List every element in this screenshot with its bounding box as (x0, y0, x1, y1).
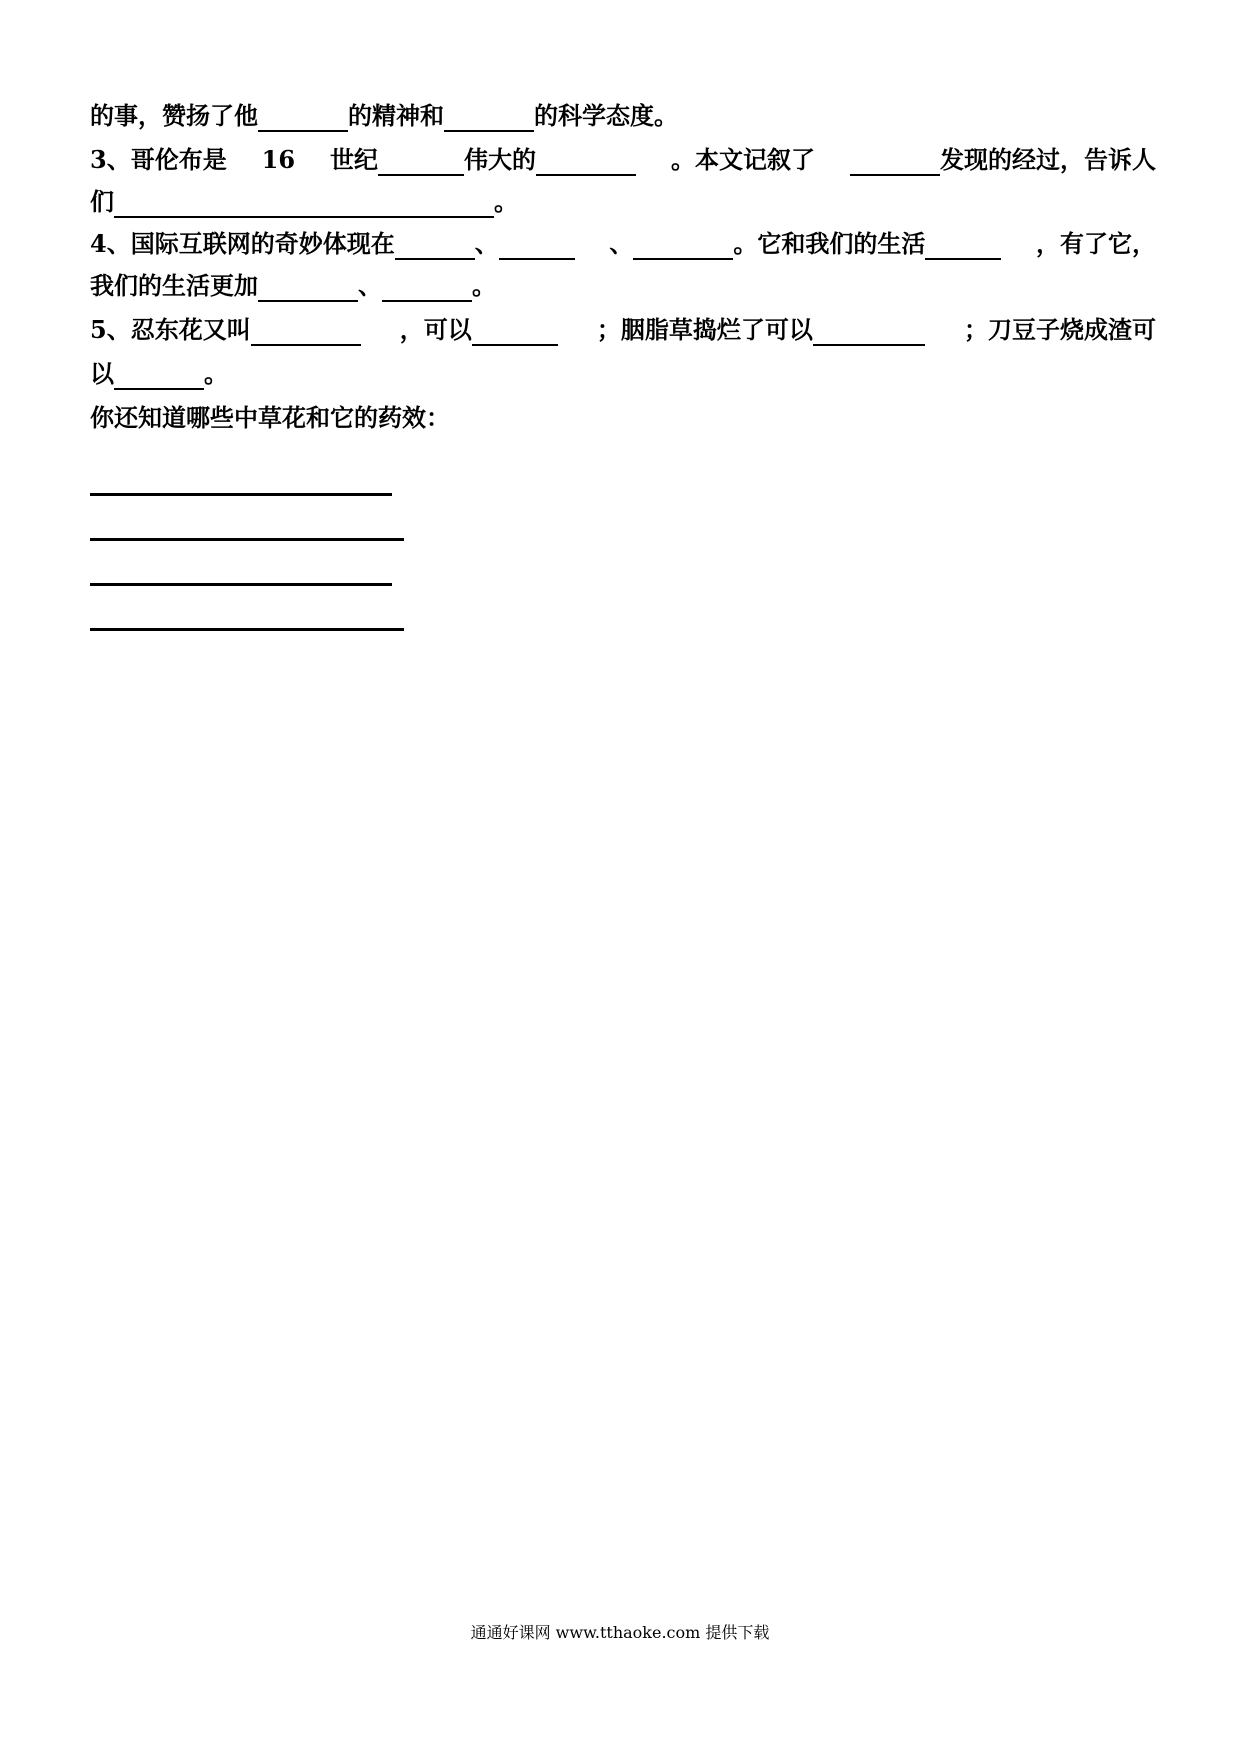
answer-writing-line[interactable] (90, 493, 392, 496)
answer-blank[interactable] (536, 148, 636, 176)
answer-writing-line[interactable] (90, 538, 404, 541)
line-continuation (90, 100, 1156, 132)
footer-text: 通通好课网 www.tthaoke.com 提供下载 (470, 1623, 770, 1642)
text-segment: 4、国际互联网的奇妙体现在 、 (90, 228, 575, 260)
text-segment: 以 (90, 359, 114, 388)
text-segment: ；胭脂草捣烂了可以 (597, 314, 925, 346)
answer-blank[interactable] (251, 318, 361, 346)
answer-blank[interactable] (813, 318, 925, 346)
text-segment: 。 (472, 271, 496, 300)
answer-writing-line[interactable] (90, 628, 404, 631)
question-5-line-1 (90, 314, 1156, 346)
answer-blank[interactable] (850, 148, 940, 176)
answer-blank[interactable] (258, 104, 348, 132)
text-segment: 、 (358, 271, 382, 300)
text-segment: 的科学态度。 (534, 101, 678, 130)
text-segment: ；刀豆子烧成渣可 (963, 315, 1156, 344)
question-3-line-1 (90, 144, 1156, 176)
answer-blank[interactable] (395, 232, 475, 260)
answer-writing-line[interactable] (90, 583, 392, 586)
text-segment: 的事，赞扬了他 (90, 101, 258, 130)
answer-blank[interactable] (378, 148, 464, 176)
extra-question-prompt (90, 402, 1156, 434)
answer-blank[interactable] (114, 190, 494, 218)
q3-century: 16 (261, 145, 296, 174)
text-segment: 、 。它和我们的生活 (609, 228, 1001, 260)
page-footer (0, 1622, 1240, 1644)
question-4-line-1 (90, 228, 1156, 260)
text-segment: 。 (494, 187, 518, 216)
answer-blank[interactable] (114, 362, 204, 390)
prompt-text: 你还知道哪些中草花和它的药效： (90, 403, 450, 432)
answer-blank[interactable] (633, 232, 733, 260)
question-5-line-2 (90, 358, 1156, 390)
text-segment: ，有了它， (1035, 229, 1156, 258)
q3-number: 3、哥伦布是 (90, 145, 227, 174)
answer-blank[interactable] (499, 232, 575, 260)
question-4-line-2 (90, 270, 1156, 302)
text-segment: 我们的生活更加 (90, 271, 258, 300)
answer-blank[interactable] (444, 104, 534, 132)
text-segment: 世纪 伟大的 (330, 144, 636, 176)
question-3-line-2 (90, 186, 1156, 218)
text-segment: 。本文记叙了 (671, 145, 816, 174)
answer-blank[interactable] (258, 274, 358, 302)
answer-blank[interactable] (382, 274, 472, 302)
text-segment: ，可以 (400, 314, 558, 346)
text-segment: 的精神和 (348, 101, 444, 130)
text-segment: 5、忍东花又叫 (90, 314, 361, 346)
answer-blank[interactable] (925, 232, 1001, 260)
text-segment: 们 (90, 187, 114, 216)
answer-blank[interactable] (472, 318, 558, 346)
text-segment: 发现的经过，告诉人 (850, 144, 1156, 176)
text-segment: 。 (204, 359, 228, 388)
